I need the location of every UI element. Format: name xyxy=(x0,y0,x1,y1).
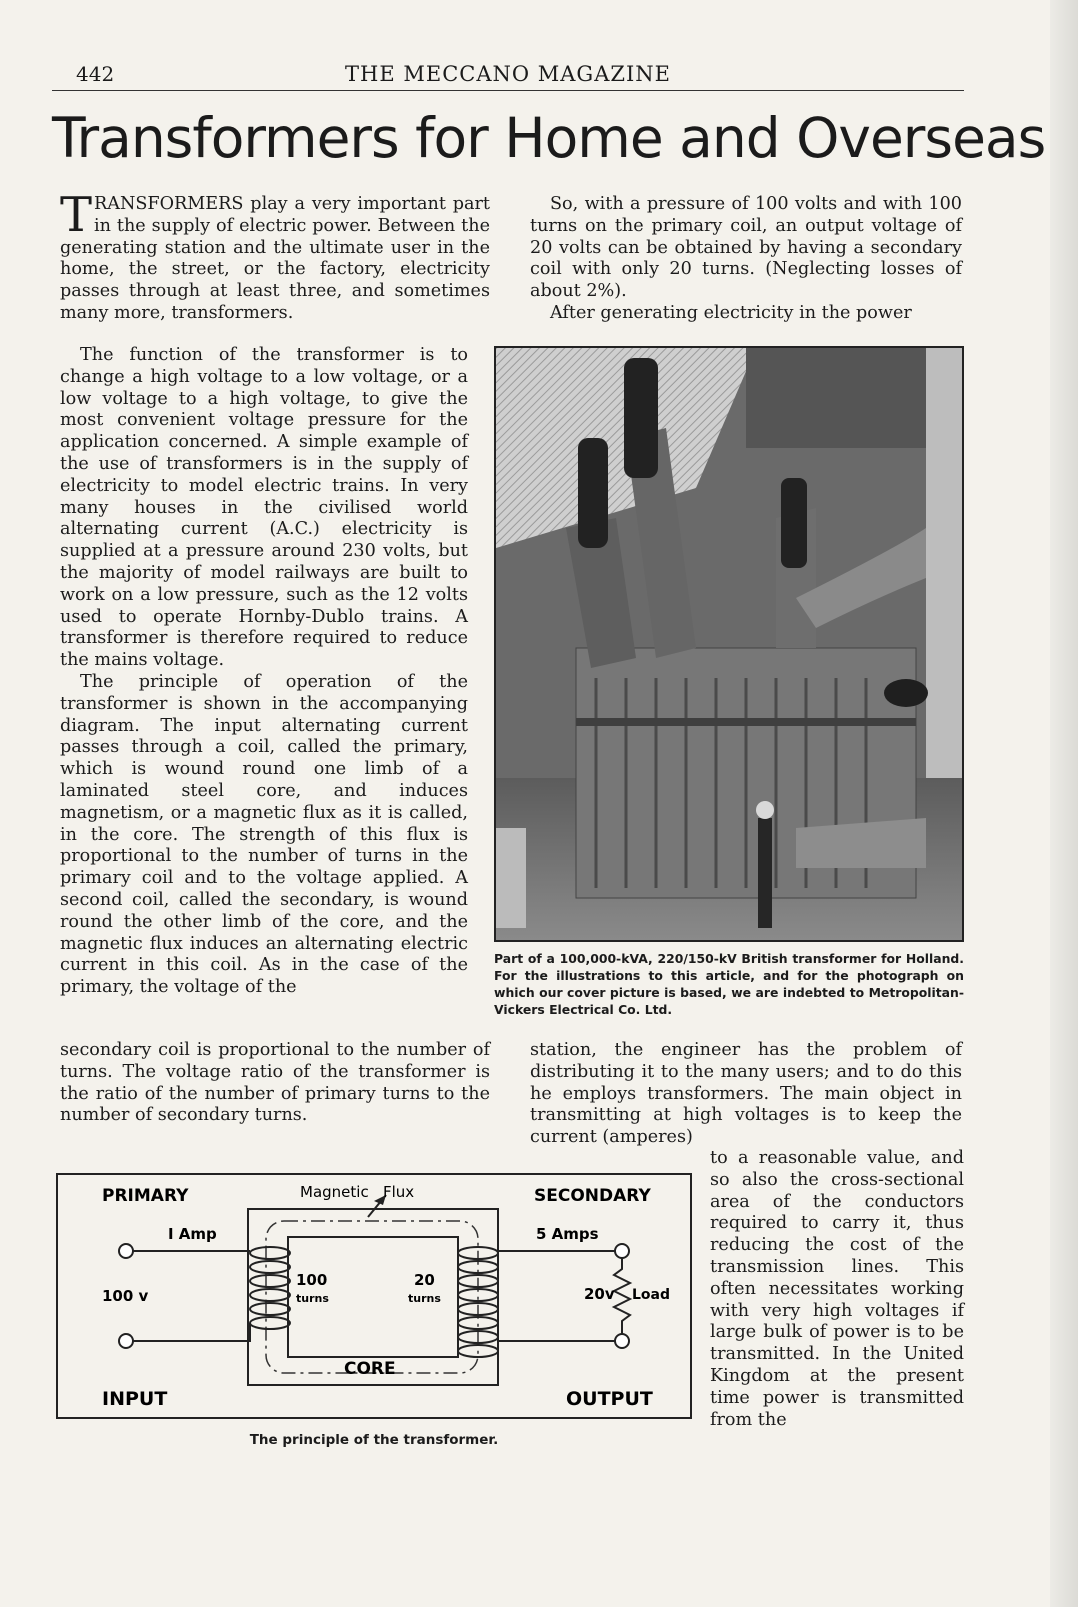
paragraph-5-narrow: to a reasonable value, and so also the cross-sectional area of the conductors required to carry it, thus reducing the cost of the transmission lines. This often necessitates working with very high voltages if large bulk of power is to be transmitted. In the United Kingdom at the present time power is transmitted from the xyxy=(710,1148,964,1430)
label-primary: PRIMARY xyxy=(102,1186,189,1206)
transformer-photograph xyxy=(494,346,964,942)
paragraph-1 xyxy=(60,187,490,325)
input-terminal-bottom xyxy=(119,1334,133,1348)
page-header xyxy=(52,60,964,91)
primary-coil xyxy=(250,1247,290,1329)
page-edge xyxy=(1050,0,1078,1607)
column-2-bottom xyxy=(530,1040,962,1149)
label-secondary-turns-word: turns xyxy=(408,1292,441,1305)
output-terminal-top xyxy=(615,1244,629,1258)
column-2-top xyxy=(530,194,962,325)
load-resistor xyxy=(614,1258,630,1334)
paragraph-3: The principle of operation of the transformer is shown in the accompanying diagram. The input alternating current passes through a coil, called the primary, which is wound round one limb of a laminated steel core, and induces magnetism, or a magnetic flux as it is called, in the core. The strength of this flux is proportional to the number of turns in the primary coil and to the voltage applied. A second coil, called the secondary, is wound round the other limb of the core, and the magnetic flux induces an alternating electric current in this coil. As in the case of the primary, the voltage of the xyxy=(60,671,468,998)
paragraph-4: So, with a pressure of 100 volts and with 100 turns on the primary coil, an output voltage of 20 volts can be obtained by having a secondary coil with only 20 turns. (Neglecting losses of about 2%). xyxy=(530,194,962,302)
article-title: Transformers for Home and Overseas xyxy=(52,106,1046,170)
diagram-caption: The principle of the transformer. xyxy=(249,1432,499,1448)
paragraph-5-start: After generating electricity in the power xyxy=(550,302,912,323)
column-2-narrow xyxy=(710,1148,964,1431)
label-volt-out: 20v xyxy=(584,1285,615,1303)
label-output: OUTPUT xyxy=(566,1388,653,1410)
output-terminal-bottom xyxy=(615,1334,629,1348)
label-input: INPUT xyxy=(102,1388,168,1410)
photo-illustration xyxy=(496,348,962,940)
input-terminal-top xyxy=(119,1244,133,1258)
running-head: THE MECCANO MAGAZINE xyxy=(345,62,671,86)
drop-cap: T xyxy=(60,187,93,243)
transformer-diagram xyxy=(56,1173,692,1419)
column-1-bottom xyxy=(60,1040,490,1127)
column-1-top xyxy=(60,187,490,325)
paragraph-3-continued: secondary coil is proportional to the number of turns. The voltage ratio of the transformer is the ratio of the number of primary turns to the number of secondary turns. xyxy=(60,1040,490,1126)
label-secondary-turns-num: 20 xyxy=(414,1271,435,1289)
page-number: 442 xyxy=(76,62,115,86)
label-magnetic-flux: Magnetic Flux xyxy=(300,1183,415,1201)
label-primary-turns-num: 100 xyxy=(296,1271,328,1289)
label-load: Load xyxy=(632,1287,671,1303)
label-core: CORE xyxy=(344,1359,396,1379)
label-amp-in: I Amp xyxy=(168,1225,217,1243)
label-primary-turns-word: turns xyxy=(296,1292,329,1305)
photo-caption: Part of a 100,000-kVA, 220/150-kV British transformer for Holland. For the illustrations to this article, and for the photograph on which our cover picture is based, we are indebted to Metropolitan-Vickers Electrical Co. Ltd. xyxy=(494,951,964,1017)
paragraph-2: The function of the transformer is to change a high voltage to a low voltage, or a low voltage to a high voltage, to give the most convenient voltage pressure for the application concerned. A simple example of the use of transformers is in the supply of electricity to model electric trains. In very many houses in the civilised world alternating current (A.C.) electricity is supplied at a pressure around 230 volts, but the majority of model railways are built to work on a low pressure, such as the 12 volts used to operate Hornby-Dublo trains. A transformer is therefore required to reduce the mains voltage. xyxy=(60,345,468,671)
column-1-middle xyxy=(60,345,468,999)
label-secondary: SECONDARY xyxy=(534,1186,651,1206)
paragraph-5-continued: station, the engineer has the problem of distributing it to the many users; and to do this he employs transformers. The main object in transmitting at high voltages is to keep the current (amperes) xyxy=(530,1040,962,1148)
label-amp-out: 5 Amps xyxy=(536,1225,599,1243)
paragraph-1-text: RANSFORMERS play a very important part in the supply of electric power. Between the generating station and the ultimate user in the home, the street, or the factory, electricity passes through at least three, and sometimes many more, transformers. xyxy=(60,194,490,323)
label-volt-in: 100 v xyxy=(102,1287,149,1305)
